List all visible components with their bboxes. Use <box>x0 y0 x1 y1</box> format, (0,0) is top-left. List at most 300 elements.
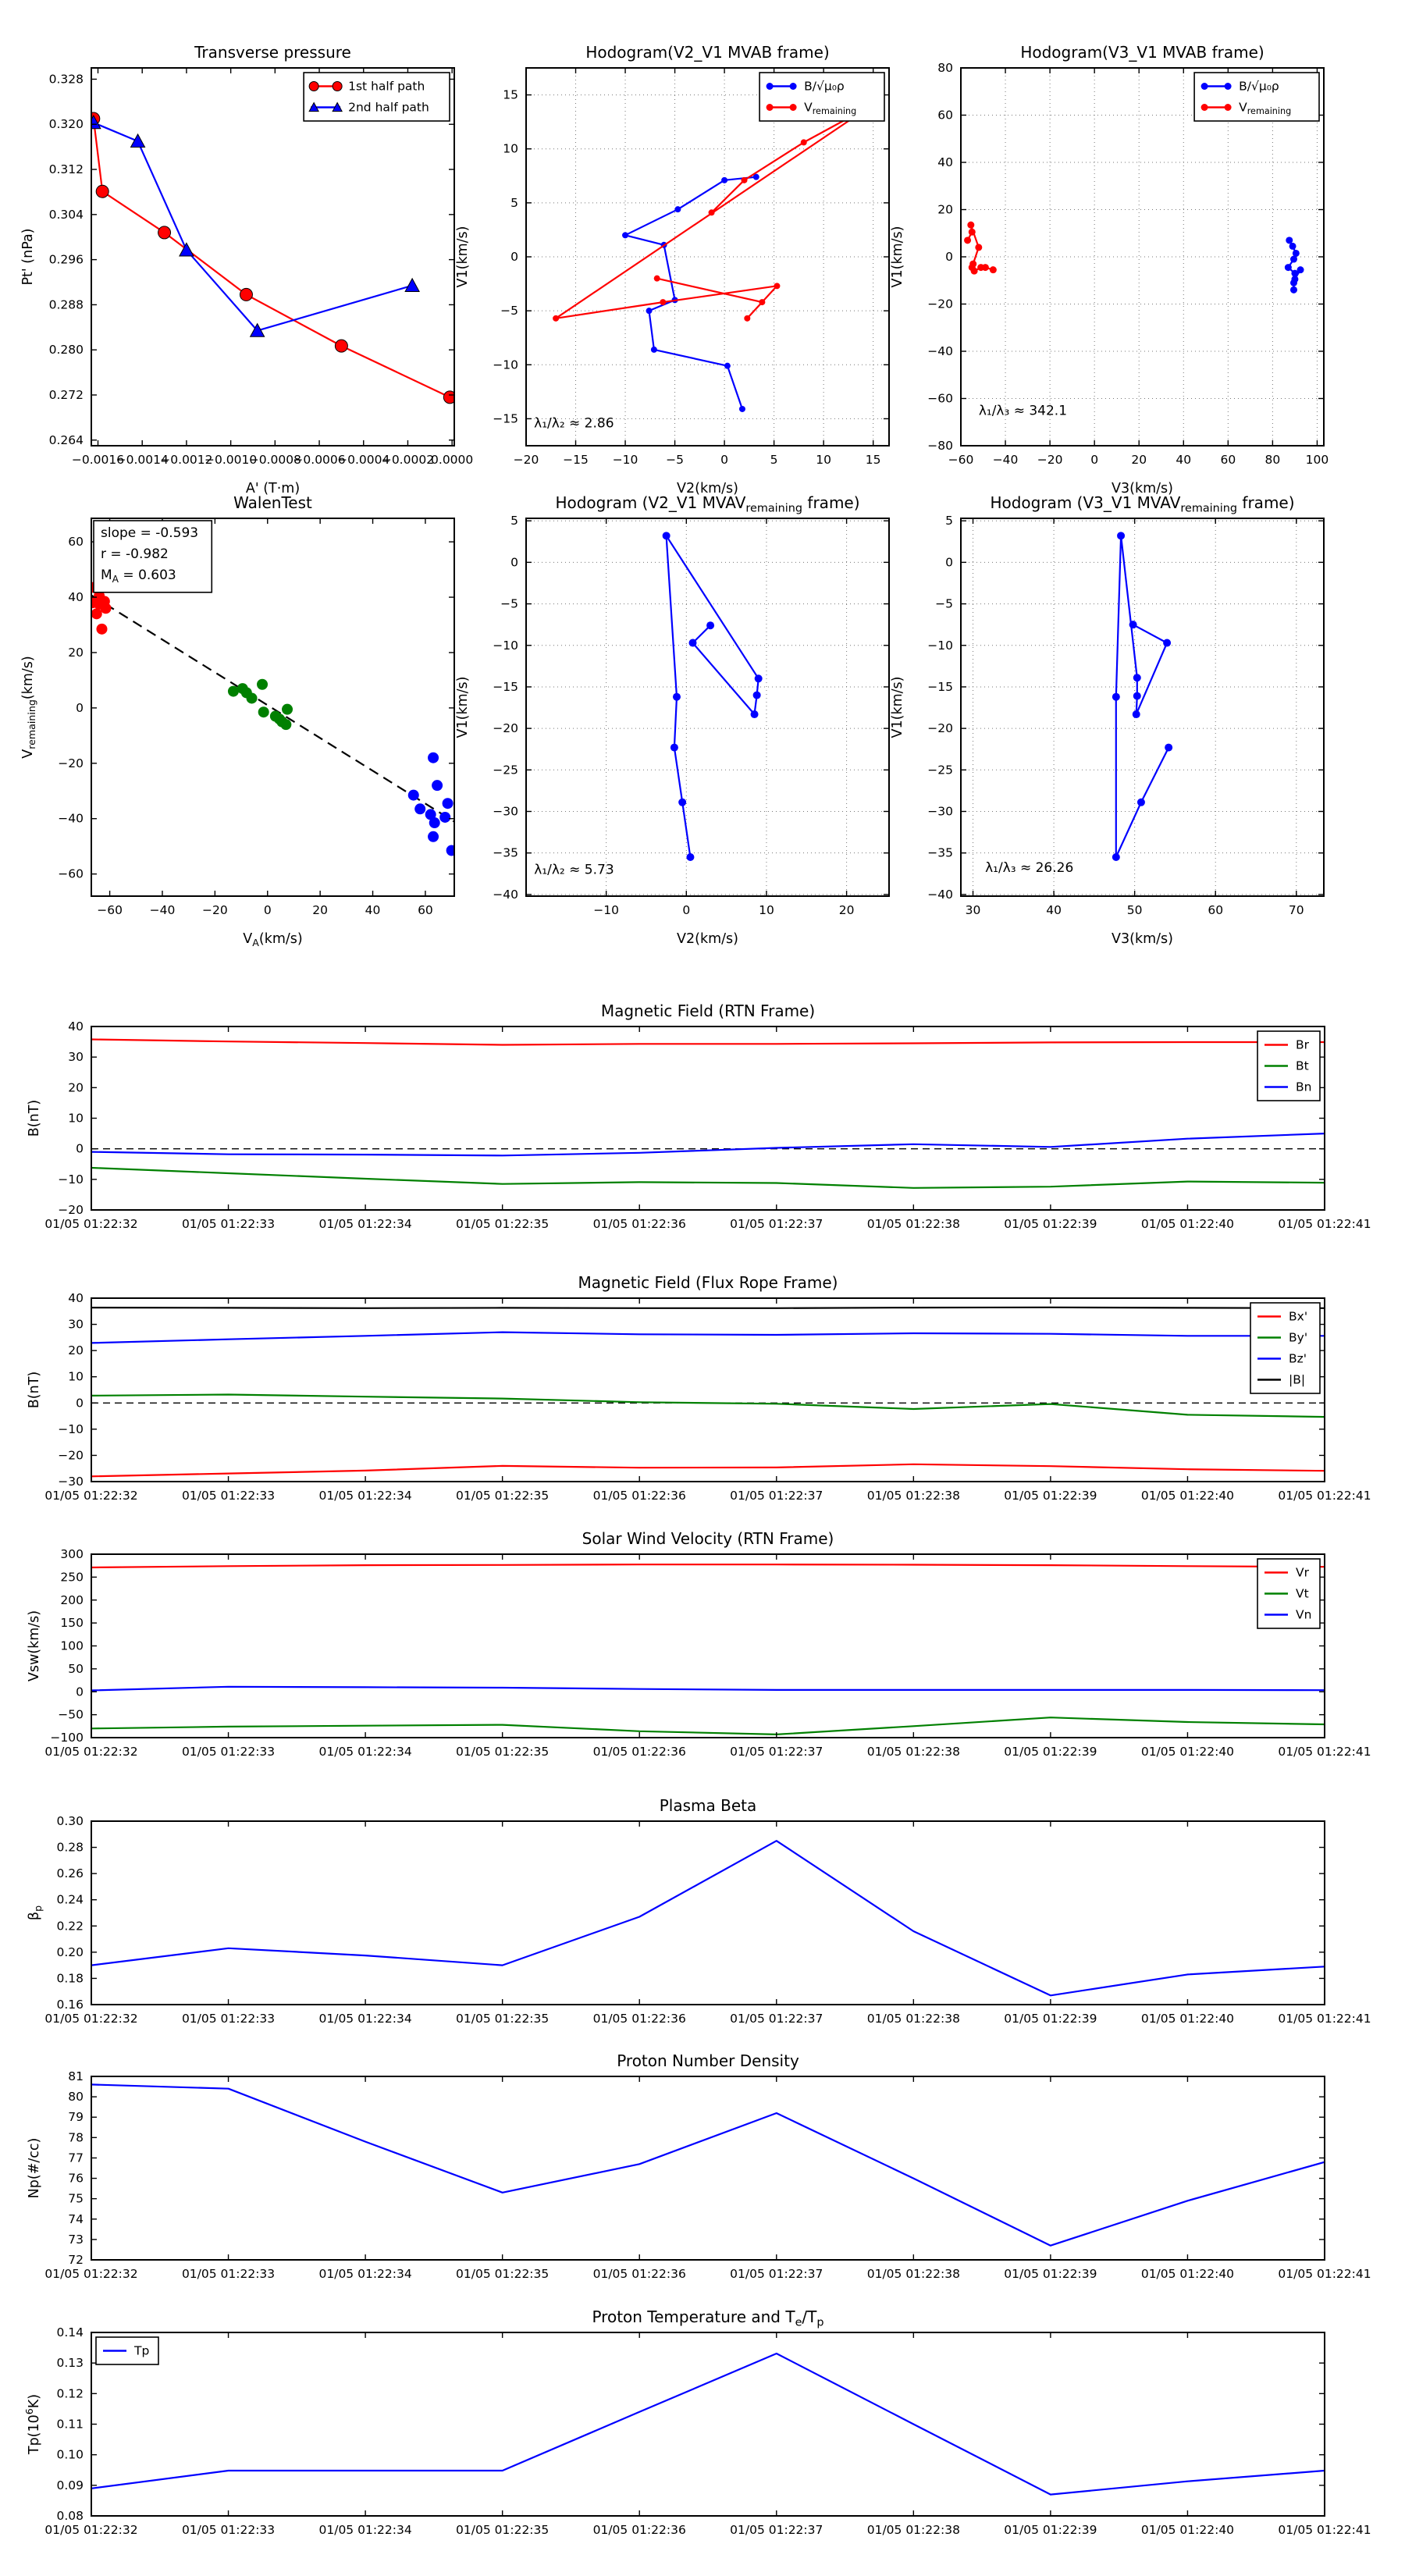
transverse_pressure-series-1st-half-path <box>87 112 456 404</box>
data-point-marker <box>91 608 102 619</box>
x-tick-label: 01/05 01:22:37 <box>730 1217 823 1231</box>
plot-walen_test <box>20 493 457 948</box>
data-point-marker <box>101 603 112 614</box>
data-point-marker <box>742 177 748 183</box>
data-point-marker <box>709 209 715 215</box>
x-tick-label: 01/05 01:22:33 <box>181 1745 276 1759</box>
x-tick-label: 01/05 01:22:36 <box>592 2267 686 2281</box>
transverse_pressure-title: Transverse pressure <box>194 43 351 62</box>
data-point-marker <box>439 812 450 823</box>
x-tick-label: 01/05 01:22:34 <box>318 2012 412 2026</box>
x-tick-label: 01/05 01:22:36 <box>592 1745 686 1759</box>
y-tick-label: 0.328 <box>48 72 84 87</box>
y-tick-label: −5 <box>500 304 518 318</box>
x-tick-label: 01/05 01:22:37 <box>730 2523 823 2537</box>
y-tick-label: 40 <box>68 1019 84 1034</box>
swv_rtn-title: Solar Wind Velocity (RTN Frame) <box>582 1529 834 1548</box>
x-tick-label: 01/05 01:22:32 <box>44 1489 138 1503</box>
x-tick-label: −5 <box>666 453 685 467</box>
mag_rtn-series-bn <box>91 1133 1325 1155</box>
x-tick-label: 01/05 01:22:40 <box>1140 1745 1235 1759</box>
plasma_beta-ylabel: $\beta_p$ <box>27 1905 44 1921</box>
y-tick-label: 0 <box>76 1685 84 1699</box>
mag_rtn-legend <box>1257 1031 1320 1101</box>
walen_test-ylabel: $V_{remaining}(km/s)$ <box>20 656 37 759</box>
data-point-marker <box>1225 83 1232 90</box>
y-tick-label: 0.304 <box>48 207 84 222</box>
proton_density-title: Proton Number Density <box>617 2051 799 2070</box>
data-point-marker <box>432 780 443 791</box>
hodogram_v3v1_mvav-xlabel: V3(km/s) <box>1112 931 1173 947</box>
hodogram_v2v1_mvav-xlabel: V2(km/s) <box>677 931 738 947</box>
data-point-marker <box>753 692 761 699</box>
data-point-marker <box>1129 621 1137 628</box>
y-tick-label: −40 <box>927 344 953 358</box>
x-tick-label: 70 <box>1288 903 1304 917</box>
hodogram_v2v1_mvab-legend <box>759 73 884 121</box>
data-point-marker <box>1112 853 1120 861</box>
data-point-marker <box>131 134 145 148</box>
hodogram_v3v1_mvav-title: Hodogram (V3_V1 $MVAV_{remaining}$ frame) <box>990 493 1295 515</box>
y-tick-label: 0.296 <box>48 252 84 267</box>
hodogram_v3v1_mvav-ylabel: V1(km/s) <box>890 676 905 738</box>
data-point-marker <box>1290 256 1297 263</box>
data-point-marker <box>971 268 978 275</box>
y-tick-label: 50 <box>68 1661 84 1676</box>
y-tick-label: −40 <box>493 887 518 902</box>
x-tick-label: 01/05 01:22:40 <box>1140 2523 1235 2537</box>
x-tick-label: 0 <box>720 453 729 467</box>
x-tick-label: 01/05 01:22:33 <box>181 1489 276 1503</box>
x-tick-label: 10 <box>759 903 774 917</box>
plot-hodogram_v3v1_mvav <box>890 493 1324 947</box>
y-tick-label: 78 <box>68 2130 84 2145</box>
data-point-marker <box>1290 286 1297 294</box>
data-point-marker <box>1117 532 1125 539</box>
legend-label: Bx' <box>1289 1309 1308 1324</box>
x-tick-label: −40 <box>149 903 176 917</box>
x-tick-label: 01/05 01:22:39 <box>1004 1745 1097 1759</box>
y-tick-label: 40 <box>68 1291 84 1305</box>
y-tick-label: 250 <box>60 1570 84 1585</box>
y-tick-label: 0.264 <box>48 432 84 447</box>
y-tick-label: −20 <box>927 721 953 736</box>
x-tick-label: 01/05 01:22:38 <box>866 1745 960 1759</box>
y-tick-label: 30 <box>68 1050 84 1065</box>
x-tick-label: −40 <box>992 453 1019 467</box>
x-tick-label: 01/05 01:22:36 <box>592 1217 686 1231</box>
y-tick-label: 15 <box>503 87 518 102</box>
grid-lines <box>526 68 889 446</box>
proton_temp-series-tp <box>91 2354 1325 2495</box>
y-tick-label: 100 <box>60 1638 84 1653</box>
mag_flux_rope-series-by- <box>91 1395 1325 1418</box>
data-point-marker <box>969 229 976 236</box>
x-tick-label: 01/05 01:22:39 <box>1004 2012 1097 2026</box>
x-tick-label: −0.0002 <box>381 453 435 467</box>
x-tick-label: 01/05 01:22:34 <box>318 1489 412 1503</box>
y-tick-label: −60 <box>58 866 84 881</box>
x-tick-label: −0.0014 <box>116 453 169 467</box>
data-point-marker <box>755 674 763 682</box>
x-tick-label: 01/05 01:22:41 <box>1278 2267 1371 2281</box>
y-tick-label: 0.10 <box>56 2447 84 2462</box>
x-tick-label: 30 <box>965 903 981 917</box>
data-point-marker <box>1133 710 1140 718</box>
axes-frame <box>961 518 1324 896</box>
y-tick-label: 0 <box>945 250 953 264</box>
data-point-marker <box>646 308 653 314</box>
legend-label: Tp <box>134 2343 150 2358</box>
x-tick-label: 01/05 01:22:35 <box>456 2012 550 2026</box>
legend-label: Vr <box>1296 1565 1310 1580</box>
axes-frame <box>91 2332 1325 2516</box>
x-tick-label: −10 <box>612 453 638 467</box>
y-tick-label: 0.320 <box>48 117 84 132</box>
mag_rtn-series-bt <box>91 1168 1325 1188</box>
data-point-marker <box>663 532 670 539</box>
x-tick-label: 80 <box>1264 453 1281 467</box>
y-tick-label: 0.272 <box>48 387 84 402</box>
data-point-marker <box>759 299 765 305</box>
hodogram_v2v1_mvab-series-b <box>622 174 759 412</box>
hodogram_v2v1_mvab-xlabel: V2(km/s) <box>677 481 738 496</box>
y-tick-label: 0 <box>76 700 84 715</box>
x-tick-label: −0.0012 <box>160 453 213 467</box>
x-tick-label: 15 <box>865 453 881 467</box>
mag_flux_rope-legend <box>1250 1303 1320 1393</box>
data-point-marker <box>975 244 982 251</box>
y-tick-label: 10 <box>68 1369 84 1384</box>
x-tick-label: 01/05 01:22:38 <box>866 1489 960 1503</box>
hodogram_v3v1_mvav-annotation: λ₁/λ₃ ≈ 26.26 <box>985 860 1074 877</box>
y-tick-label: 20 <box>68 1080 84 1095</box>
data-point-marker <box>1201 83 1208 90</box>
y-tick-label: 0 <box>510 250 518 264</box>
x-tick-label: 01/05 01:22:37 <box>730 1489 823 1503</box>
axes-frame <box>91 1554 1325 1738</box>
y-tick-label: 0.26 <box>56 1866 84 1881</box>
x-tick-label: 01/05 01:22:40 <box>1140 2012 1235 2026</box>
x-tick-label: 01/05 01:22:39 <box>1004 2267 1097 2281</box>
y-tick-label: 80 <box>937 61 953 75</box>
data-point-marker <box>247 692 258 703</box>
stat-line: r = -0.982 <box>101 546 169 563</box>
y-tick-label: 20 <box>68 1343 84 1358</box>
x-tick-label: 01/05 01:22:34 <box>318 1217 412 1231</box>
axis-ticks <box>44 2325 1371 2537</box>
data-point-marker <box>673 693 681 701</box>
x-tick-label: 20 <box>312 903 329 917</box>
y-tick-label: 0.312 <box>48 162 84 177</box>
x-tick-label: 0 <box>1090 453 1099 467</box>
axis-ticks <box>44 2069 1371 2281</box>
x-tick-label: 50 <box>1126 903 1143 917</box>
y-tick-label: −40 <box>927 887 953 902</box>
y-tick-label: −10 <box>927 638 953 653</box>
y-tick-label: 20 <box>68 645 84 660</box>
plot-hodogram_v2v1_mvab <box>455 43 889 496</box>
y-tick-label: 10 <box>503 141 518 156</box>
x-tick-label: −20 <box>202 903 228 917</box>
data-point-marker <box>686 853 694 861</box>
data-point-marker <box>774 283 780 289</box>
y-tick-label: 30 <box>68 1317 84 1332</box>
data-point-marker <box>651 347 657 353</box>
x-tick-label: 20 <box>838 903 855 917</box>
axes-frame <box>91 1298 1325 1482</box>
legend-label: Bn <box>1296 1080 1312 1094</box>
walen_test-series-fit-line <box>91 596 454 822</box>
data-point-marker <box>1225 104 1232 111</box>
data-point-marker <box>429 817 440 828</box>
x-tick-label: 01/05 01:22:39 <box>1004 1217 1097 1231</box>
axis-ticks <box>49 68 474 467</box>
data-point-marker <box>706 621 714 629</box>
x-tick-label: 40 <box>1176 453 1192 467</box>
data-point-marker <box>739 406 745 412</box>
data-point-marker <box>158 226 171 239</box>
y-tick-label: −100 <box>50 1731 84 1745</box>
mag_rtn-title: Magnetic Field (RTN Frame) <box>600 1002 816 1020</box>
y-tick-label: 74 <box>68 2211 84 2226</box>
y-tick-label: 0.13 <box>56 2356 84 2371</box>
y-tick-label: 0.11 <box>56 2417 84 2432</box>
x-tick-label: 5 <box>770 453 778 467</box>
data-point-marker <box>446 845 457 856</box>
y-tick-label: 0 <box>76 1396 84 1411</box>
x-tick-label: 01/05 01:22:38 <box>866 2012 960 2026</box>
hodogram_v3v1_mvab-annotation: λ₁/λ₃ ≈ 342.1 <box>978 403 1068 419</box>
y-tick-label: 0.14 <box>56 2325 84 2339</box>
y-tick-label: 0.24 <box>56 1892 84 1907</box>
y-tick-label: −25 <box>493 763 518 777</box>
legend-label: B/√μ₀ρ <box>1239 79 1279 94</box>
data-point-marker <box>1297 266 1304 273</box>
plasma_beta-title: Plasma Beta <box>659 1796 757 1815</box>
data-point-marker <box>1137 799 1145 806</box>
y-tick-label: 0 <box>945 555 953 570</box>
mag_rtn-series-br <box>91 1040 1325 1045</box>
y-tick-label: 0 <box>510 555 518 570</box>
data-point-marker <box>1133 674 1141 681</box>
y-tick-label: 72 <box>68 2253 84 2267</box>
data-point-marker <box>670 744 678 752</box>
walen_test-title: WalenTest <box>233 493 312 512</box>
x-tick-label: 01/05 01:22:36 <box>592 2523 686 2537</box>
y-tick-label: 0.28 <box>56 1840 84 1855</box>
hodogram_v3v1_mvab-xlabel: V3(km/s) <box>1112 481 1173 496</box>
walen_test-xlabel: $V_A(km/s)$ <box>243 931 303 948</box>
transverse_pressure-legend <box>304 73 450 121</box>
legend-label: 1st half path <box>348 79 425 94</box>
data-point-marker <box>1201 104 1208 111</box>
plot-proton_density <box>27 2051 1371 2281</box>
y-tick-label: −30 <box>493 804 518 819</box>
legend-label: Vn <box>1296 1607 1312 1622</box>
data-point-marker <box>1163 639 1171 647</box>
data-point-marker <box>967 222 974 229</box>
hodogram_v2v1_mvab-title: Hodogram(V2_V1 MVAB frame) <box>585 43 830 62</box>
hodogram_v3v1_mvab-ylabel: V1(km/s) <box>890 226 905 288</box>
y-tick-label: 40 <box>937 155 953 169</box>
y-tick-label: −35 <box>927 845 953 860</box>
legend-label: Bz' <box>1289 1351 1307 1366</box>
transverse_pressure-series-2nd-half-path <box>87 116 419 336</box>
hodogram_v2v1_mvab-ylabel: V1(km/s) <box>455 226 471 288</box>
x-tick-label: 01/05 01:22:32 <box>44 2523 138 2537</box>
legend-label: |B| <box>1289 1372 1306 1387</box>
proton_density-series-np <box>91 2084 1325 2245</box>
plasma_beta-series-beta-p <box>91 1841 1325 1995</box>
y-tick-label: −10 <box>493 358 518 372</box>
y-tick-label: −10 <box>493 638 518 653</box>
y-tick-label: 5 <box>945 514 953 528</box>
y-tick-label: 0.288 <box>48 297 84 312</box>
x-tick-label: 01/05 01:22:32 <box>44 2267 138 2281</box>
x-tick-label: 01/05 01:22:39 <box>1004 1489 1097 1503</box>
hodogram_v3v1_mvab-series-vremaining <box>964 222 997 275</box>
hodogram_v2v1_mvab-series-vremaining <box>553 102 874 321</box>
x-tick-label: 01/05 01:22:34 <box>318 1745 412 1759</box>
y-tick-label: 60 <box>937 108 953 123</box>
legend-label: B/√μ₀ρ <box>804 79 845 94</box>
y-tick-label: 5 <box>510 514 518 528</box>
x-tick-label: 60 <box>1220 453 1236 467</box>
y-tick-label: −20 <box>927 297 953 311</box>
axes-frame <box>91 1821 1325 2005</box>
axis-ticks <box>44 1291 1371 1503</box>
data-point-marker <box>414 803 425 814</box>
y-tick-label: −20 <box>58 1448 84 1463</box>
hodogram_v2v1_mvav-title: Hodogram (V2_V1 $MVAV_{remaining}$ frame) <box>555 493 860 515</box>
mag_flux_rope-series-bz- <box>91 1332 1325 1343</box>
x-tick-label: 01/05 01:22:40 <box>1140 1489 1235 1503</box>
y-tick-label: 81 <box>68 2069 84 2083</box>
y-tick-label: −20 <box>58 1203 84 1217</box>
x-tick-label: 01/05 01:22:32 <box>44 1217 138 1231</box>
data-point-marker <box>1285 264 1292 271</box>
y-tick-label: 20 <box>937 202 953 217</box>
data-point-marker <box>1289 243 1297 250</box>
data-point-marker <box>282 704 293 715</box>
swv_rtn-series-vt <box>91 1717 1325 1735</box>
x-tick-label: 01/05 01:22:38 <box>866 1217 960 1231</box>
hodogram_v2v1_mvav-annotation: λ₁/λ₂ ≈ 5.73 <box>534 862 614 878</box>
y-tick-label: 40 <box>68 590 84 605</box>
x-tick-label: −20 <box>1037 453 1063 467</box>
x-tick-label: 01/05 01:22:41 <box>1278 1745 1371 1759</box>
proton_temp-ylabel: $Tp(10^6K)$ <box>23 2393 42 2455</box>
x-tick-label: −0.0010 <box>205 453 258 467</box>
y-tick-label: 300 <box>60 1547 84 1561</box>
data-point-marker <box>553 315 559 322</box>
grid-lines <box>961 518 1324 896</box>
proton_temp-legend <box>96 2337 158 2364</box>
y-tick-label: −30 <box>927 804 953 819</box>
legend-label: 2nd half path <box>348 100 429 115</box>
axes-frame <box>91 68 454 446</box>
y-tick-label: 0.09 <box>56 2478 84 2492</box>
y-tick-label: 75 <box>68 2191 84 2206</box>
y-tick-label: 79 <box>68 2110 84 2125</box>
x-tick-label: 01/05 01:22:35 <box>456 2267 550 2281</box>
data-point-marker <box>767 104 774 111</box>
y-tick-label: 0.30 <box>56 1814 84 1828</box>
data-point-marker <box>258 706 269 717</box>
x-tick-label: 100 <box>1305 453 1329 467</box>
data-point-marker <box>674 206 681 212</box>
x-tick-label: −60 <box>948 453 974 467</box>
stat-line: $M_A = 0.603$ <box>101 568 176 585</box>
axes-frame <box>526 518 889 896</box>
y-tick-label: −60 <box>927 391 953 406</box>
x-tick-label: 01/05 01:22:38 <box>866 2267 960 2281</box>
x-tick-label: 01/05 01:22:41 <box>1278 2523 1371 2537</box>
x-tick-label: 01/05 01:22:40 <box>1140 1217 1235 1231</box>
x-tick-label: 01/05 01:22:40 <box>1140 2267 1235 2281</box>
x-tick-label: 01/05 01:22:41 <box>1278 2012 1371 2026</box>
transverse_pressure-ylabel: Pt' (nPa) <box>20 228 36 286</box>
data-point-marker <box>678 799 686 806</box>
y-tick-label: 0.08 <box>56 2509 84 2523</box>
mag_flux_rope-ylabel: B(nT) <box>27 1371 42 1409</box>
plot-transverse_pressure <box>20 43 473 496</box>
y-tick-label: 0.18 <box>56 1971 84 1986</box>
legend-label: $V_{remaining}$ <box>1239 100 1292 116</box>
data-point-marker <box>654 276 660 282</box>
data-point-marker <box>333 82 342 91</box>
y-tick-label: 150 <box>60 1616 84 1631</box>
legend-label: $V_{remaining}$ <box>804 100 857 116</box>
hodogram_v3v1_mvab-series-b <box>1285 237 1304 294</box>
data-point-marker <box>1112 693 1120 701</box>
y-tick-label: −40 <box>58 811 84 826</box>
legend-label: By' <box>1289 1330 1308 1345</box>
y-tick-label: 80 <box>68 2090 84 2105</box>
y-tick-label: 77 <box>68 2151 84 2165</box>
y-tick-label: −5 <box>500 596 518 611</box>
mag_flux_rope-title: Magnetic Field (Flux Rope Frame) <box>578 1273 838 1292</box>
y-tick-label: 0.16 <box>56 1998 84 2012</box>
x-tick-label: 01/05 01:22:33 <box>181 1217 276 1231</box>
x-tick-label: 01/05 01:22:32 <box>44 1745 138 1759</box>
legend-label: Br <box>1296 1037 1310 1052</box>
x-tick-label: 01/05 01:22:41 <box>1278 1489 1371 1503</box>
data-point-marker <box>443 798 454 809</box>
y-tick-label: −15 <box>493 679 518 694</box>
data-point-marker <box>689 639 697 647</box>
y-tick-label: 0.20 <box>56 1944 84 1959</box>
data-point-marker <box>767 83 774 90</box>
x-tick-label: −15 <box>563 453 589 467</box>
y-tick-label: 60 <box>68 535 84 550</box>
y-tick-label: −20 <box>58 756 84 770</box>
data-point-marker <box>280 719 291 730</box>
y-tick-label: 5 <box>510 195 518 210</box>
y-tick-label: 10 <box>68 1111 84 1126</box>
plot-plasma_beta <box>27 1796 1371 2026</box>
data-point-marker <box>721 177 727 183</box>
x-tick-label: 01/05 01:22:41 <box>1278 1217 1371 1231</box>
x-tick-label: 20 <box>1131 453 1147 467</box>
x-tick-label: 0 <box>263 903 272 917</box>
data-point-marker <box>660 299 666 305</box>
swv_rtn-ylabel: Vsw(km/s) <box>27 1610 42 1682</box>
x-tick-label: 01/05 01:22:36 <box>592 1489 686 1503</box>
walen_test-series-second-interval <box>408 753 457 856</box>
y-tick-label: −10 <box>58 1421 84 1436</box>
